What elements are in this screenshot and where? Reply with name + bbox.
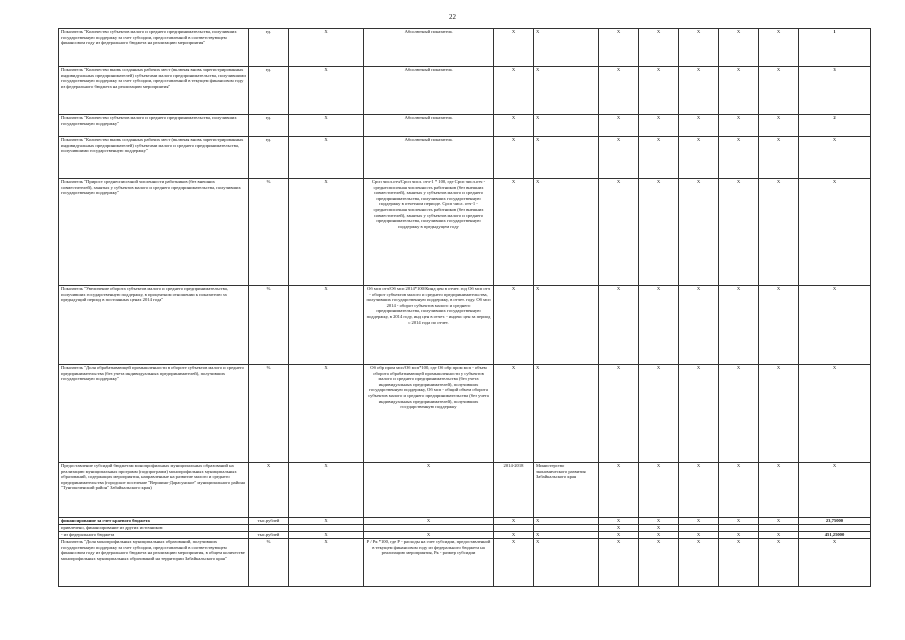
table-cell: Р / Рк *100, где Р - расходы на счет субсидии, предоставленной в текущем финансовом году из федерального бюджета на реализацию мероприятия, Рк - размер субсидии (364, 539, 494, 587)
row-label-cell: - из федерального бюджета (59, 532, 249, 539)
table-cell: ед. (249, 29, 289, 67)
table-cell: Х (719, 286, 759, 365)
table-row (59, 463, 871, 518)
table-cell: Х (639, 525, 679, 532)
table-cell: Х (534, 539, 599, 587)
row-label-cell: Предоставление субсидий бюджетам монопрофильных муниципальных образований на реализацию муниципальных программ (подпрограмм) монопрофильных муниципальных образований, содержащих мероприятия, направленные на развитие малого и среднего предпринимательства (городское поселение "Вершино-Дарасунское" муниципального района "Тунгокоченский район" Забайкальского края) (59, 463, 249, 518)
table-cell: Х (599, 286, 639, 365)
table-cell: Х (289, 518, 364, 525)
table-cell: Х (799, 137, 871, 179)
table-cell: Х (534, 179, 599, 286)
table-cell: Х (719, 539, 759, 587)
table-cell: тыс.рублей (249, 518, 289, 525)
table-row (59, 115, 871, 137)
table-cell: Х (719, 518, 759, 525)
table-cell: Об обр пром мсп/Об мсп*100, где Об обр пром мсп - объем оборота обрабатывающей промышленности у субъектов малого и среднего предпринимательства (без учета индивидуальных предпринимателей), получивших государственную поддержку, Об мсп - общий объем оборота субъектов малого и среднего предпринимательства (без учета индивидуальных предпринимателей), получивших государственную поддержку (364, 365, 494, 463)
table-cell (494, 525, 534, 532)
row-label-cell: Показатель "Доля обрабатывающей промышленности в обороте субъектов малого и среднего предпринимательства (без учета индивидуальных предпринимателей), получивших государственную поддержку" (59, 365, 249, 463)
table-cell: Х (799, 539, 871, 587)
table-cell: Х (759, 29, 799, 67)
row-label-cell: Показатель "Количество вновь созданных рабочих мест (включая вновь зарегистрированных индивидуальных предпринимателей) субъектами малого и среднего предпринимательства, получившими государственную поддержку" (59, 137, 249, 179)
table-cell: Х (249, 463, 289, 518)
table-cell: Х (799, 286, 871, 365)
table-cell: Х (494, 539, 534, 587)
table-row (59, 518, 871, 525)
table-cell: Х (534, 67, 599, 115)
table-cell: Х (759, 518, 799, 525)
table-cell: 1 (799, 29, 871, 67)
table-cell: Х (599, 137, 639, 179)
table-cell: Х (599, 525, 639, 532)
table-cell: Х (679, 179, 719, 286)
table-cell: Х (639, 286, 679, 365)
table-cell: Х (679, 115, 719, 137)
program-table (58, 28, 871, 587)
table-cell: Х (494, 179, 534, 286)
row-label-cell: Показатель "Количество субъектов малого и среднего предпринимательства, получивших государственную поддержку за счет субсидии, предоставленной в соответствующем финансовом году из федерального бюджета на реализацию мероприятия" (59, 29, 249, 67)
table-cell: Х (759, 286, 799, 365)
table-cell: Об мсп отч/Об мсп 2014*100/Кинд цен в отчет. год Об мсп отч - оборот субъектов малого и среднего предпринимательства, получивших государственную поддержку, в отчет. году. Об мсп 2014 - оборот субъектов малого и среднего предпринимательства, получивших государственную поддержку, в 2014 году, инд цен в отчет. - индекс цен за период с 2014 года по отчет. (364, 286, 494, 365)
table-row (59, 525, 871, 532)
table-cell: 2 (799, 115, 871, 137)
table-cell: 3 (799, 67, 871, 115)
table-row (59, 137, 871, 179)
row-label-cell: Показатель "Прирост среднесписочной численности работников (без внешних совместителей), занятых у субъектов малого и среднего предпринимательства, получивших государственную поддержку" (59, 179, 249, 286)
table-cell (759, 525, 799, 532)
table-cell: Х (639, 29, 679, 67)
row-label-cell: Показатель "Увеличение оборота субъектов малого и среднего предпринимательства, получивших государственную поддержку, в процентном отношении к показателю за предыдущий период в постоянных ценах 2014 года" (59, 286, 249, 365)
table-cell: Х (799, 179, 871, 286)
table-cell: Х (639, 67, 679, 115)
table-cell: Х (494, 365, 534, 463)
table-row (59, 67, 871, 115)
table-cell (249, 525, 289, 532)
table-cell: Министерство экономического развития Забайкальского края (534, 463, 599, 518)
table-cell: тыс.рублей (249, 532, 289, 539)
table-cell: Х (639, 179, 679, 286)
row-label-cell: Показатель "Доля монопрофильных муниципальных образований, получивших государственную поддержку за счет субсидии, предоставленной в соответствующем финансовом году из федерального бюджета на реализацию мероприятия, в общем количестве монопрофильных муниципальных образований на территории Забайкальского края" (59, 539, 249, 587)
table-cell: Х (719, 365, 759, 463)
page-number: 22 (449, 13, 456, 21)
table-cell: Х (494, 137, 534, 179)
table-cell: Х (719, 179, 759, 286)
table-cell: Х (289, 29, 364, 67)
table-cell: Х (599, 29, 639, 67)
table-cell: Х (599, 532, 639, 539)
table-cell: Х (289, 137, 364, 179)
table-row (59, 179, 871, 286)
table-cell (289, 525, 364, 532)
table-cell: Х (639, 365, 679, 463)
table-cell: Х (599, 365, 639, 463)
table-cell: Х (679, 365, 719, 463)
table-cell: Х (799, 365, 871, 463)
table-cell: Х (534, 137, 599, 179)
table-cell: Х (679, 29, 719, 67)
table-cell: Х (289, 115, 364, 137)
table-cell: Х (289, 539, 364, 587)
table-cell (799, 525, 871, 532)
table-row (59, 29, 871, 67)
table-cell: Х (679, 518, 719, 525)
table-cell: Х (639, 463, 679, 518)
row-label-cell: Показатель "Количество вновь созданных рабочих мест (включая вновь зарегистрированных индивидуальных предпринимателей) субъектами малого предпринимательства, получившими государственную поддержку за счет субсидии, предоставленной в текущем финансовом году из федерального бюджета на реализацию мероприятия" (59, 67, 249, 115)
table-cell: 2014-2018 (494, 463, 534, 518)
table-cell: Х (289, 365, 364, 463)
table-cell: ед. (249, 67, 289, 115)
table-cell: Х (719, 532, 759, 539)
table-cell: Х (719, 29, 759, 67)
table-cell: Х (494, 115, 534, 137)
table-cell: Х (534, 532, 599, 539)
table-cell: Х (639, 539, 679, 587)
table-cell: Х (599, 179, 639, 286)
row-label-cell: привлечено, финансирование из других источников: (59, 525, 249, 532)
table-cell: Х (494, 518, 534, 525)
table-cell: Х (534, 286, 599, 365)
table-cell: Х (289, 286, 364, 365)
table-cell: Х (759, 137, 799, 179)
table-cell: Х (759, 532, 799, 539)
table-cell: Абсолютный показатель (364, 137, 494, 179)
table-cell: Х (719, 463, 759, 518)
table-cell: Х (639, 518, 679, 525)
table-cell: Х (494, 67, 534, 115)
table-cell: Х (534, 518, 599, 525)
table-cell: Х (534, 365, 599, 463)
table-cell (364, 525, 494, 532)
table-cell: Х (599, 539, 639, 587)
table-cell: Х (289, 179, 364, 286)
table-cell: Х (759, 115, 799, 137)
table-cell: Х (534, 115, 599, 137)
table-cell: Х (799, 463, 871, 518)
table-cell: Х (679, 532, 719, 539)
table-cell: Х (599, 518, 639, 525)
table-cell: Х (679, 67, 719, 115)
table-cell: Х (759, 463, 799, 518)
table-cell: Х (494, 532, 534, 539)
table-row (59, 365, 871, 463)
table-cell: Абсолютный показатель (364, 29, 494, 67)
table-cell: Х (494, 29, 534, 67)
table-cell: Х (289, 463, 364, 518)
table-cell: Х (494, 286, 534, 365)
table-row (59, 539, 871, 587)
table-cell: Х (679, 463, 719, 518)
table-cell: Х (759, 179, 799, 286)
table-cell: % (249, 286, 289, 365)
table-cell: Х (364, 463, 494, 518)
table-cell: 23,75000 (799, 518, 871, 525)
table-cell: Х (679, 137, 719, 179)
table-cell: Х (719, 67, 759, 115)
table-row (59, 532, 871, 539)
table-cell: Х (364, 518, 494, 525)
table-cell: Х (719, 137, 759, 179)
table-cell (679, 525, 719, 532)
table-cell: Х (759, 539, 799, 587)
row-label-cell: Показатель "Количество субъектов малого и среднего предпринимательства, получивших государственную поддержку" (59, 115, 249, 137)
row-label-cell: финансирование за счет краевого бюджета (59, 518, 249, 525)
table-cell: Х (599, 115, 639, 137)
table-cell: 451,25000 (799, 532, 871, 539)
table-cell: Х (639, 137, 679, 179)
table-cell (534, 525, 599, 532)
table-cell: Х (364, 532, 494, 539)
table-cell: Х (599, 67, 639, 115)
table-cell: ед. (249, 115, 289, 137)
table-cell: Х (759, 365, 799, 463)
table-cell: Х (289, 67, 364, 115)
table-cell: Х (759, 67, 799, 115)
table-cell: % (249, 365, 289, 463)
table-cell: ед. (249, 137, 289, 179)
table-row (59, 286, 871, 365)
table-cell: % (249, 539, 289, 587)
table-cell: Х (639, 115, 679, 137)
table-cell: Х (719, 115, 759, 137)
table-cell (719, 525, 759, 532)
table-cell: Х (534, 29, 599, 67)
table-cell: Х (639, 532, 679, 539)
table-cell: Х (599, 463, 639, 518)
table-cell: Срсп числ.отч/Срсп числ. отч-1 * 100, где Срсп числ.отч - среднесписочная численность работников (без внешних совместителей), занятых у субъектов малого и среднего предпринимательства, получивших государственную поддержку в отчетном периоде. Срсп числ. отч-1 - среднесписочная численность работников (без внешних совместителей), занятых у субъектов малого и среднего предпринимательства, получивших государственную поддержку в предыдущем году (364, 179, 494, 286)
table-cell: Абсолютный показатель (364, 67, 494, 115)
table-cell: Х (679, 539, 719, 587)
table-cell: Х (679, 286, 719, 365)
table-cell: Х (289, 532, 364, 539)
table-cell: % (249, 179, 289, 286)
table-cell: Абсолютный показатель (364, 115, 494, 137)
